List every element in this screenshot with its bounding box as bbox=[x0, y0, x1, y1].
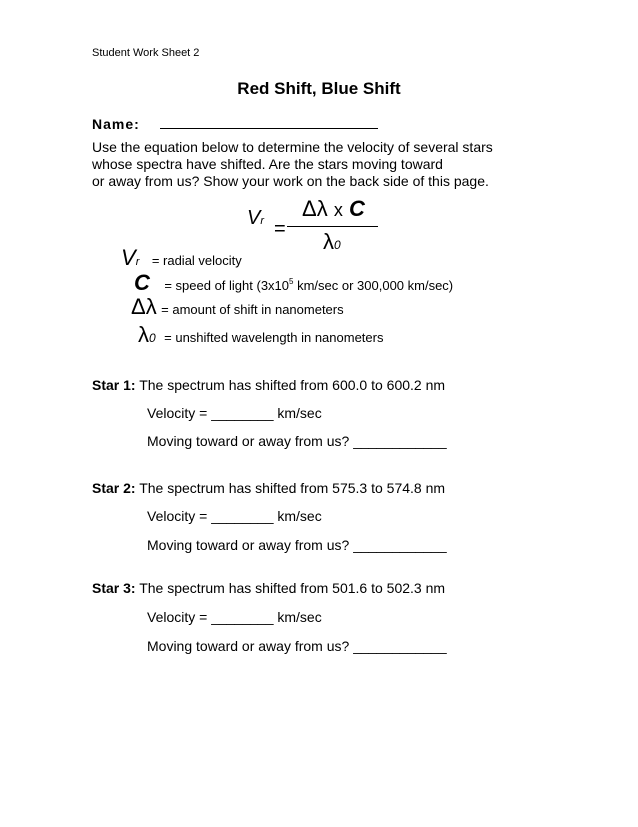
star-label: Star 3: bbox=[92, 580, 136, 596]
star-1-velocity[interactable]: Velocity = ________ km/sec bbox=[147, 405, 322, 421]
legend-text-pre: = speed of light (3x10 bbox=[164, 278, 290, 293]
equation-fraction-bar bbox=[287, 226, 378, 227]
equation-equals: = bbox=[274, 218, 286, 240]
star-3-direction[interactable]: Moving toward or away from us? ____________ bbox=[147, 638, 447, 654]
legend-row-unshifted bbox=[138, 322, 383, 348]
legend-symbol-v: V bbox=[121, 245, 136, 270]
equation-delta-lambda: Δλ bbox=[302, 196, 328, 221]
legend-exponent: 5 bbox=[289, 277, 294, 286]
star-text: The spectrum has shifted from 575.3 to 574.8 nm bbox=[139, 480, 446, 496]
equation-v-subscript: r bbox=[260, 215, 265, 227]
legend-text: = radial velocity bbox=[151, 253, 242, 268]
legend-symbol-lambda: λ bbox=[138, 322, 149, 347]
legend-row-speed-of-light bbox=[134, 270, 453, 296]
instructions-line: Use the equation below to determine the velocity of several stars bbox=[92, 139, 493, 155]
equation-c: C bbox=[348, 196, 365, 221]
star-2-velocity[interactable]: Velocity = ________ km/sec bbox=[147, 508, 322, 524]
star-text: The spectrum has shifted from 600.0 to 600.2 nm bbox=[139, 377, 446, 393]
page-title: Red Shift, Blue Shift bbox=[237, 79, 401, 98]
legend-text: = amount of shift in nanometers bbox=[161, 302, 344, 317]
instructions-line: or away from us? Show your work on the back side of this page. bbox=[92, 173, 489, 189]
legend-symbol-v-subscript: r bbox=[135, 256, 140, 268]
legend-symbol-c: C bbox=[134, 270, 150, 295]
equation-times: x bbox=[333, 200, 343, 220]
equation-numerator bbox=[302, 196, 365, 222]
instructions-line: whose spectra have shifted. Are the stars moving toward bbox=[92, 156, 443, 172]
legend-symbol-lambda-zero: 0 bbox=[149, 331, 156, 345]
star-1-direction[interactable]: Moving toward or away from us? ____________ bbox=[147, 433, 447, 449]
star-label: Star 2: bbox=[92, 480, 136, 496]
star-label: Star 1: bbox=[92, 377, 136, 393]
legend-symbol-delta-lambda: Δλ bbox=[131, 294, 157, 319]
legend-row-shift bbox=[131, 294, 344, 320]
star-text: The spectrum has shifted from 501.6 to 502.3 nm bbox=[139, 580, 446, 596]
star-1-description bbox=[92, 377, 445, 393]
legend-text bbox=[164, 278, 453, 293]
star-3-velocity[interactable]: Velocity = ________ km/sec bbox=[147, 609, 322, 625]
legend-text-post: km/sec or 300,000 km/sec) bbox=[293, 278, 454, 293]
equation-lambda: λ bbox=[323, 229, 334, 254]
instructions bbox=[92, 139, 493, 190]
legend-row-velocity bbox=[121, 245, 242, 271]
star-2-description bbox=[92, 480, 445, 496]
equation-velocity-symbol bbox=[247, 207, 264, 230]
star-2-direction[interactable]: Moving toward or away from us? ____________ bbox=[147, 537, 447, 553]
legend-text: = unshifted wavelength in nanometers bbox=[164, 330, 384, 345]
name-label: Name: bbox=[92, 116, 140, 132]
name-blank-line[interactable] bbox=[160, 128, 378, 129]
equation-denominator bbox=[323, 229, 341, 255]
worksheet-label: Student Work Sheet 2 bbox=[92, 47, 200, 59]
equation-lambda-zero: 0 bbox=[334, 238, 341, 252]
equation-v: V bbox=[247, 207, 261, 229]
star-3-description bbox=[92, 580, 445, 596]
